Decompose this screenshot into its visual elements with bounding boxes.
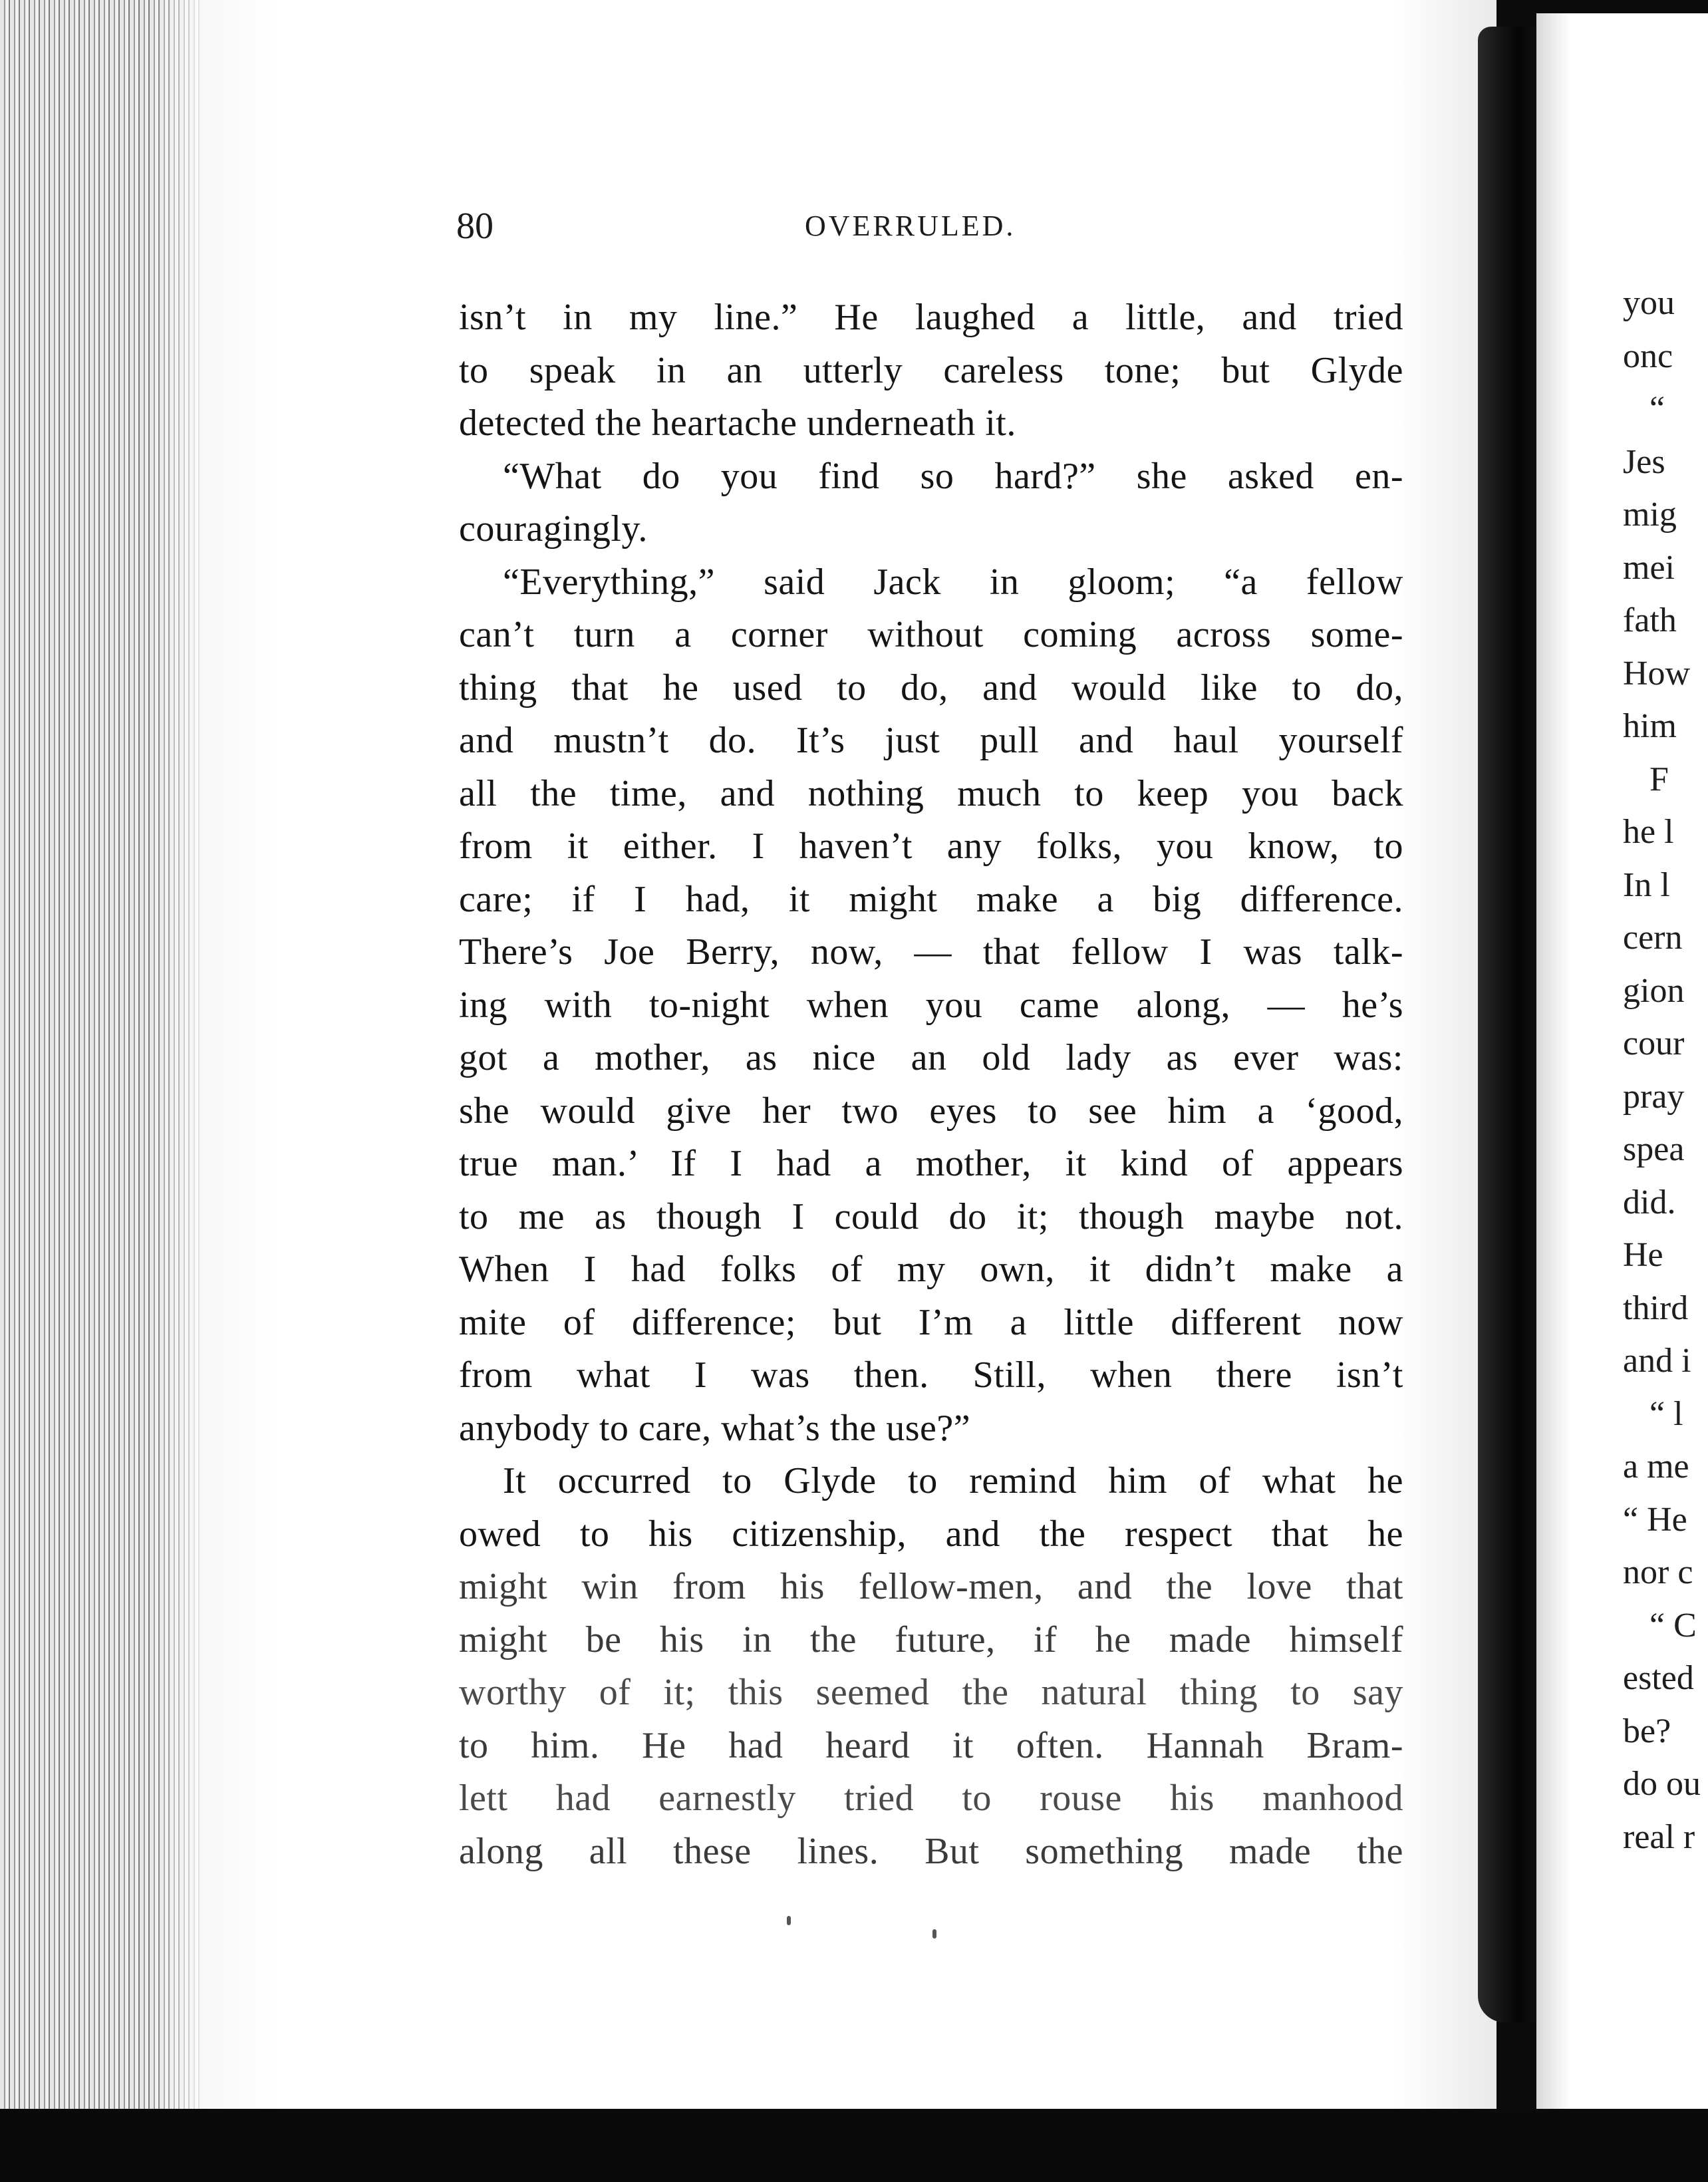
facing-page-text-fragment: fath — [1623, 601, 1677, 639]
text-line: worthy of it; this seemed the natural thing to say — [459, 1672, 1403, 1713]
text-line: “Everything,” said Jack in gloom; “a fellow — [503, 561, 1403, 603]
facing-page-text-fragment: mig — [1623, 496, 1677, 534]
text-line: to him. He had heard it often. Hannah Bram- — [459, 1724, 1403, 1766]
text-line: from it either. I haven’t any folks, you know, to — [459, 826, 1403, 867]
text-line: to speak in an utterly careless tone; but Glyde — [459, 349, 1403, 391]
text-line: got a mother, as nice an old lady as ever was: — [459, 1037, 1403, 1078]
facing-page-text-fragment: Jes — [1623, 442, 1665, 481]
facing-page-text-fragment: onc — [1623, 337, 1673, 375]
facing-page-text-fragment: “ l — [1649, 1394, 1683, 1433]
facing-page-text-fragment: be? — [1623, 1712, 1671, 1750]
facing-page-text-fragment: How — [1623, 654, 1691, 693]
text-line: might be his in the future, if he made himself — [459, 1619, 1403, 1660]
facing-page-text-fragment: “ — [1649, 390, 1665, 428]
facing-page-text-fragment: He — [1623, 1236, 1663, 1274]
facing-page-text-fragment: and i — [1623, 1342, 1691, 1380]
text-line: isn’t in my line.” He laughed a little, and tried — [459, 297, 1403, 338]
text-line: detected the heartache underneath it. — [459, 402, 1016, 444]
text-line: anybody to care, what’s the use?” — [459, 1407, 971, 1449]
text-line: might win from his fellow-men, and the love that — [459, 1566, 1403, 1607]
running-title: OVERRULED. — [805, 210, 1016, 242]
facing-page-text-fragment: “ He — [1623, 1500, 1687, 1539]
facing-page — [1536, 13, 1708, 2129]
facing-page-text-fragment: a me — [1623, 1448, 1689, 1485]
text-line: from what I was then. Still, when there isn’t — [459, 1354, 1403, 1396]
text-line: owed to his citizenship, and the respect that he — [459, 1513, 1403, 1555]
text-line: It occurred to Glyde to remind him of what he — [503, 1460, 1403, 1501]
facing-page-text-fragment: him — [1623, 707, 1677, 745]
text-line: she would give her two eyes to see him a ‘good, — [459, 1090, 1403, 1132]
scan-bottom-border — [0, 2109, 1708, 2182]
text-line: There’s Joe Berry, now, — that fellow I was talk- — [459, 931, 1403, 973]
facing-page-text-fragment: In l — [1623, 865, 1670, 904]
text-line: thing that he used to do, and would like to do, — [459, 667, 1403, 708]
page-number: 80 — [456, 206, 494, 247]
page-body-text — [459, 291, 1403, 1878]
facing-page-text-fragment: third — [1623, 1289, 1689, 1327]
facing-page-text-fragment: F — [1649, 760, 1669, 798]
facing-page-text-fragment: do ou — [1623, 1765, 1701, 1803]
text-line: along all these lines. But something made the — [459, 1830, 1403, 1872]
scan-speck — [932, 1929, 936, 1939]
facing-page-text-fragment: he l — [1623, 813, 1674, 851]
text-line: can’t turn a corner without coming across some- — [459, 614, 1403, 655]
facing-page-text-fragment: you — [1623, 284, 1675, 322]
facing-page-text-fragment: did. — [1623, 1183, 1676, 1221]
text-line: mite of difference; but I’m a little different now — [459, 1301, 1403, 1343]
facing-page-text-fragment: pray — [1623, 1077, 1685, 1116]
facing-page-text-fragment: spea — [1623, 1130, 1685, 1168]
text-line: ing with to-night when you came along, — he’s — [459, 984, 1403, 1026]
facing-page-text-fragment: cern — [1623, 919, 1683, 957]
text-line: and mustn’t do. It’s just pull and haul yourself — [459, 720, 1403, 761]
facing-page-text-fragment: gion — [1623, 971, 1685, 1010]
facing-page-text-fragment: nor c — [1623, 1553, 1693, 1591]
facing-page-text-fragment: mei — [1623, 548, 1675, 587]
text-line: to me as though I could do it; though maybe not. — [459, 1195, 1403, 1237]
text-line: all the time, and nothing much to keep you back — [459, 772, 1403, 814]
text-line: lett had earnestly tried to rouse his manhood — [459, 1778, 1403, 1819]
text-line: When I had folks of my own, it didn’t make a — [459, 1249, 1403, 1290]
facing-page-text-fragment: “ C — [1649, 1606, 1697, 1644]
text-line: care; if I had, it might make a big difference. — [459, 878, 1403, 920]
text-line: “What do you find so hard?” she asked en- — [503, 455, 1403, 497]
scan-speck — [787, 1916, 791, 1925]
text-line: true man.’ If I had a mother, it kind of appears — [459, 1143, 1403, 1184]
facing-page-text-fragment: ested — [1623, 1659, 1694, 1697]
facing-page-text-fragment: real r — [1623, 1817, 1695, 1856]
facing-page-text-fragment: cour — [1623, 1024, 1685, 1062]
text-line: couragingly. — [459, 508, 648, 549]
